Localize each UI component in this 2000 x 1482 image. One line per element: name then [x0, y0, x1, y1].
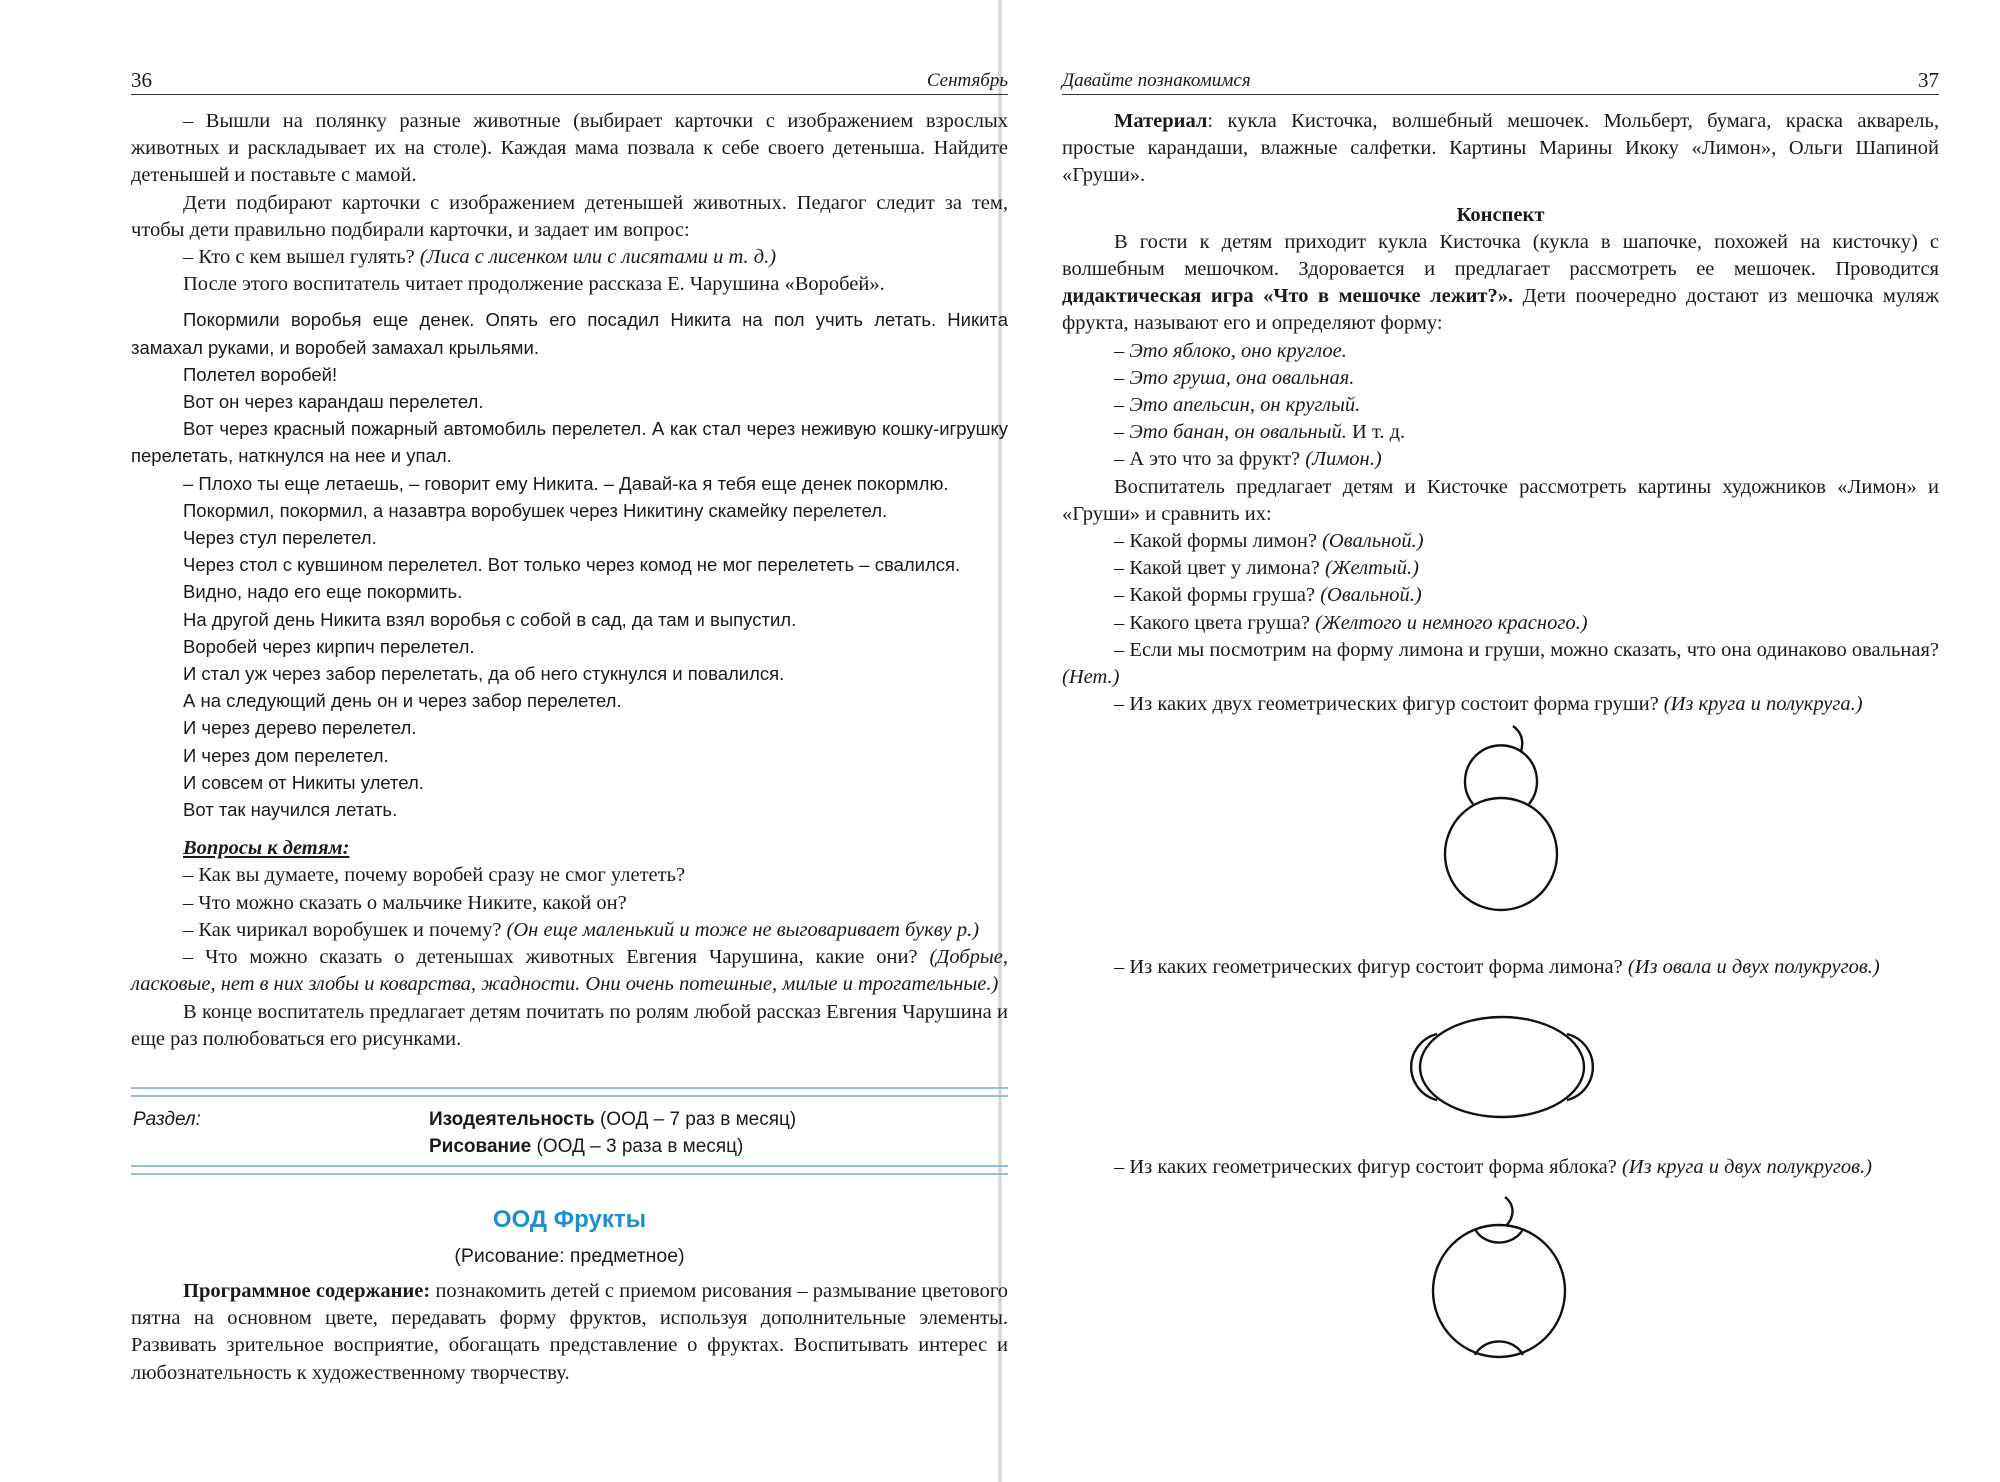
- header-rule: [131, 94, 1008, 95]
- story-line: Воробей через кирпич перелетел.: [183, 635, 475, 657]
- header-rule: [1062, 94, 1939, 95]
- program-label: Программное содержание:: [183, 1279, 431, 1302]
- fruit-line: – Это банан, он овальный. И т. д.: [1114, 421, 1406, 444]
- right-page: [1000, 0, 2000, 1482]
- story-line: На другой день Никита взял воробья с собой в сад, да там и выпустил.: [183, 608, 797, 630]
- running-title: Давайте познакомимся: [1062, 70, 1251, 91]
- answer: (Лимон.): [1305, 448, 1382, 471]
- answer: (Желтый.): [1324, 557, 1419, 580]
- page-number: 37: [1918, 68, 1939, 92]
- question: – Что можно сказать о мальчике Никите, какой он?: [183, 891, 627, 914]
- question: – Кто с кем вышел гулять?: [183, 246, 415, 269]
- section-box: [131, 1097, 1008, 1165]
- paragraph: В гости к детям приходит кукла Кисточка (кукла в шапочке, похожей на кисточку) с волшебным мешочком. Здоровается и предлагает рассмотреть ее мешочек. Проводится дидактическая игра «Что в мешочке лежит?». Дети поочередно достают из мешочка муляж фрукта, называют его и определяют форму:: [1062, 230, 1939, 335]
- question: – Как чирикал воробушек и почему? (Он еще маленький и тоже не выговаривает букву р.): [183, 918, 980, 941]
- left-running-head: [131, 64, 1008, 100]
- paragraph: Воспитатель предлагает детям и Кисточке рассмотреть картины художников «Лимон» и «Груши» и сравнить их:: [1062, 475, 1939, 525]
- story-line: Вот так научился летать.: [183, 799, 398, 821]
- lesson-title: ООД Фрукты: [492, 1205, 647, 1233]
- answer: (Овальной.): [1320, 584, 1422, 607]
- question: – Если мы посмотрим на форму лимона и груши, можно сказать, что она одинаково овальная? (Нет.): [1062, 638, 1939, 689]
- lemon-shape-diagram: [1391, 996, 1611, 1136]
- section-rule-bottom: [131, 1165, 1008, 1175]
- paragraph: [131, 244, 1008, 271]
- question: – Какой формы лимон? (Овальной.): [1114, 530, 1424, 553]
- pear-shape-diagram: [1401, 718, 1601, 918]
- story-line: И совсем от Никиты улетел.: [183, 771, 424, 793]
- questions-heading: Вопросы к детям:: [183, 837, 350, 860]
- right-running-head: [1062, 64, 1939, 100]
- fruit-line: – Это апельсин, он круглый.: [1114, 394, 1361, 417]
- material-label: Материал: [1114, 110, 1208, 132]
- answer: (Из овала и двух полукругов.): [1627, 956, 1880, 979]
- paragraph: – Вышли на полянку разные животные (выбирает карточки с изображением взрослых животных и раскладывает их на столе). Каждая мама позвала к себе своего детеныша. Найдите детенышей и поставьте с мамой.: [131, 110, 1008, 187]
- question: – Какого цвета груша? (Желтого и немного красного.): [1114, 611, 1588, 634]
- section-line: Рисование (ООД – 3 раза в месяц): [429, 1135, 744, 1157]
- question: – Что можно сказать о детенышах животных Евгения Чарушина, какие они? (Добрые, ласковые, нет в них злобы и коварства, жадности. Они очень потешные, милые и трогательные.): [131, 946, 1009, 996]
- question: – Как вы думаете, почему воробей сразу не смог улететь?: [183, 864, 686, 887]
- fruit-line: – Это груша, она овальная.: [1114, 366, 1355, 389]
- story-line: – Плохо ты еще летаешь, – говорит ему Никита. – Давай-ка я тебя еще денек покормлю.: [183, 472, 949, 494]
- question: – А это что за фрукт? (Лимон.): [1114, 448, 1382, 471]
- paragraph: Программное содержание: познакомить детей с приемом рисования – размывание цветового пятна на основном цвете, передавать форму фруктов, используя дополнительные элементы. Развивать зрительное восприятие, обогащать представление о фруктах. Воспитывать интерес и любознательность к художественному творчеству.: [131, 1279, 1008, 1384]
- question: – Из каких геометрических фигур состоит форма яблока? (Из круга и двух полукругов.): [1114, 1155, 1872, 1178]
- answer: (Овальной.): [1322, 530, 1424, 553]
- question: – Какой цвет у лимона? (Желтый.): [1114, 557, 1419, 580]
- story-line: Покормили воробья еще денек. Опять его посадил Никита на пол учить летать. Никита замахал руками, и воробей замахал крыльями.: [131, 309, 1008, 358]
- story-line: Полетел воробей!: [183, 363, 338, 385]
- section-rule-top: [131, 1087, 1008, 1097]
- story-line: Видно, надо его еще покормить.: [183, 581, 463, 603]
- question: – Из каких геометрических фигур состоит форма лимона? (Из овала и двух полукругов.): [1114, 956, 1880, 979]
- section-heading: Конспект: [1456, 203, 1545, 226]
- fruit-line: – Это яблоко, оно круглое.: [1114, 339, 1347, 362]
- answer: (Нет.): [1062, 666, 1120, 689]
- story-line: И через дерево перелетел.: [183, 717, 417, 739]
- paragraph: После этого воспитатель читает продолжение рассказа Е. Чарушина «Воробей».: [183, 273, 885, 296]
- answer: (Лиса с лисенком или с лисятами и т. д.): [419, 246, 777, 269]
- story-block: [131, 306, 1008, 823]
- answer: (Добрые, ласковые, нет в них злобы и коварства, жадности. Они очень потешные, милые и трогательные.): [131, 946, 1009, 996]
- story-line: И стал уж через забор перелетать, да об него стукнулся и повалился.: [183, 663, 785, 685]
- lesson-subtitle: (Рисование: предметное): [454, 1244, 685, 1267]
- paragraph: Материал: кукла Кисточка, волшебный мешочек. Мольберт, бумага, краска акварель, простые карандаши, влажные салфетки. Картины Марины Икоку «Лимон», Ольги Шапиной «Груши».: [1062, 110, 1939, 187]
- answer: (Из круга и двух полукругов.): [1621, 1155, 1872, 1178]
- game-name: дидактическая игра «Что в мешочке лежит?».: [1062, 285, 1514, 308]
- answer: (Он еще маленький и тоже не выговаривает букву р.): [506, 918, 980, 941]
- story-line: Покормил, покормил, а назавтра воробушек через Никитину скамейку перелетел.: [183, 499, 888, 521]
- apple-shape-diagram: [1411, 1191, 1591, 1371]
- paragraph: В конце воспитатель предлагает детям почитать по ролям любой рассказ Евгения Чарушина и еще раз полюбоваться его рисунками.: [131, 1000, 1008, 1050]
- story-line: Вот через красный пожарный автомобиль перелетел. А как стал через неживую кошку-игрушку перелетать, наткнулся на нее и упал.: [131, 418, 1008, 467]
- running-title: Сентябрь: [926, 70, 1008, 91]
- story-line: Через стул перелетел.: [183, 527, 377, 549]
- paragraph: Дети подбирают карточки с изображением детенышей животных. Педагог следит за тем, чтобы дети правильно подбирали карточки, и задает им вопрос:: [131, 191, 1008, 241]
- question: – Из каких двух геометрических фигур состоит форма груши? (Из круга и полукруга.): [1114, 693, 1863, 716]
- section-line: Изодеятельность (ООД – 7 раз в месяц): [429, 1108, 797, 1130]
- story-line: Через стол с кувшином перелетел. Вот только через комод не мог перелететь – свалился.: [183, 554, 961, 576]
- story-line: А на следующий день он и через забор перелетел.: [183, 690, 622, 712]
- page-number: 36: [131, 68, 152, 92]
- question: – Какой формы груша? (Овальной.): [1114, 584, 1422, 607]
- answer: (Желтого и немного красного.): [1315, 611, 1588, 634]
- answer: (Из круга и полукруга.): [1663, 693, 1863, 716]
- story-line: Вот он через карандаш перелетел.: [183, 391, 484, 413]
- section-label: Раздел:: [133, 1108, 201, 1130]
- story-line: И через дом перелетел.: [183, 744, 389, 766]
